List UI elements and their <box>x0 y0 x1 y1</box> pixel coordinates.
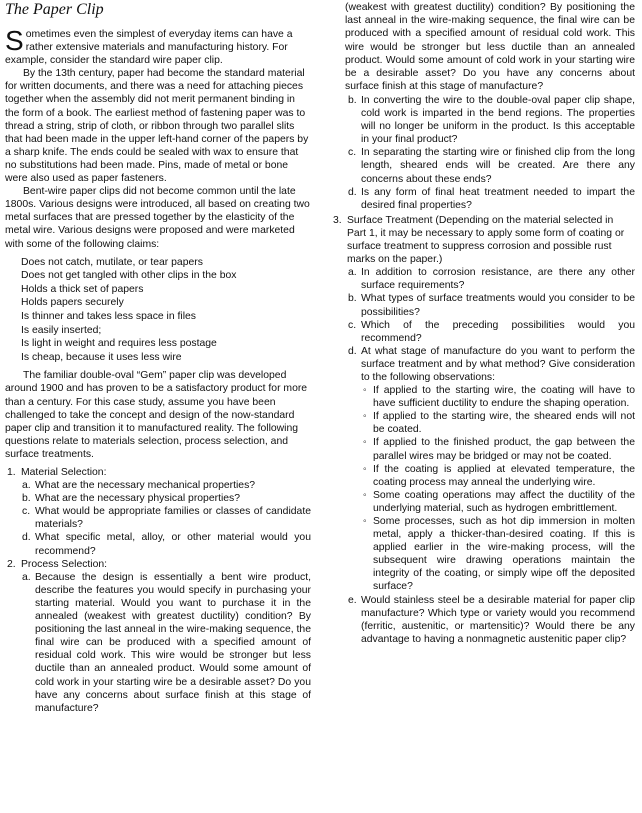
observation-item: ◦ If the coating is applied at elevated temperature, the coating process may anneal the underlying wire. <box>363 463 635 488</box>
section-material-selection <box>5 466 311 558</box>
sub-question: c. In separating the starting wire or finished clip from the long length, sheared ends will be created. Are there any concerns about these ends? <box>348 147 635 185</box>
claim-item: Is light in weight and requires less postage <box>21 338 217 350</box>
claim-item: Does not get tangled with other clips in the box <box>21 270 237 282</box>
continued-text: Because the design is essentially a bent wire product, describe the features you would specify in purchasing your starting material. Would you want to purchase it in the annealed (weakest with greatest ductility) condition? By positioning the last anneal in the wire-making sequence, the final wire can be produced with a specified amount of residual cold work. This wire would be stronger but less ductile than an annealed product. Would some amount of cold work in your starting wire be a desirable asset? Do you have any concerns about surface finish at this stage of manufacture? <box>35 571 311 714</box>
sub-letter: c. <box>22 506 31 518</box>
sub-question: a. What are the necessary mechanical properties? <box>22 480 256 492</box>
section-surface-treatment <box>331 214 635 646</box>
page-title: The Paper Clip <box>5 1 104 18</box>
gem-clip-paragraph: The familiar double-oval “Gem” paper clip was developed around 1900 and has proven to be a satisfactory product for more than a century. For this case study, assume you have been challenged to take the concept and design of the now-standard paper clip and transition it to manufactured reality. The following questions relate to materials selection, process selection, and surface treatments. <box>5 370 308 460</box>
claim-item: Does not catch, mutilate, or tear papers <box>21 256 203 268</box>
sub-question: a. In addition to corrosion resistance, are there any other surface requirements? <box>348 267 635 292</box>
section-heading: Material Selection: <box>21 467 107 478</box>
sub-question: b. What types of surface treatments would you consider to be possibilities? <box>348 293 635 318</box>
bullet-icon: ◦ <box>363 516 367 527</box>
sub-letter: a. <box>348 267 357 279</box>
claim-item: Holds a thick set of papers <box>21 283 144 295</box>
sub-letter: d. <box>348 186 357 198</box>
observation-item: ◦ If applied to the finished product, the gap between the parallel wires may be bridged or may not be coated. <box>363 437 635 462</box>
section-process-selection <box>5 558 311 714</box>
sub-question <box>21 571 311 714</box>
sub-letter: d. <box>22 532 31 544</box>
claims-list <box>21 256 311 365</box>
question-list <box>5 466 311 714</box>
sub-question: b. What are the necessary physical properties? <box>22 493 241 505</box>
sub-question: d. At what stage of manufacture do you want to perform the surface treatment and by what method? Give consideration to the following observations: ◦ If applied to the starting wire, the coating will have to have sufficient ductility to endure the shaping operation. ◦ If applied to the starting wire, the sheared ends will not be coated. ◦ If applied to the finished product, the gap between the parallel wires may be bridged or may not be coated. ◦ If the coating is applied at elevated temperature, the coating process may anneal the underlying wire. ◦ Some coating operations may affect the ductility of the underlying material, such as hydrogen embrittlement. ◦ Some processes, such as hot dip immersion in molten metal, apply a thicker-than-desired coating. If this is applied earlier in the wire-making process, will the subsequent wire drawing operations maintain the integrity of the coating, or simply wipe off the deposited surface? <box>348 345 635 593</box>
sub-letter: b. <box>348 293 357 305</box>
sub-question: c. What would be appropriate families or classes of candidate materials? <box>22 506 311 531</box>
sub-letter: a. <box>22 480 31 492</box>
left-column <box>5 25 311 714</box>
sub-letter: b. <box>348 95 357 106</box>
sub-question: d. What specific metal, alloy, or other material would you recommend? <box>22 532 311 557</box>
claim-item: Is easily inserted; <box>21 324 102 336</box>
right-column <box>331 2 635 646</box>
observation-item: ◦ If applied to the starting wire, the sheared ends will not be coated. <box>363 411 635 436</box>
sub-letter: c. <box>348 319 357 331</box>
observation-item: ◦ Some processes, such as hot dip immersion in molten metal, apply a thicker-than-desired coating. If this is applied earlier in the wire-making process, will the subsequent wire drawing operations maintain the integrity of the coating, or simply wipe off the deposited surface? <box>363 516 635 593</box>
bullet-icon: ◦ <box>363 463 367 475</box>
section-number: 3. <box>333 214 342 226</box>
bent-wire-paragraph: Bent-wire paper clips did not become common until the late 1800s. Various designs were introduced, all based on creating two metal surfaces that are pressed together by the elasticity of the metal wire. Various designs were proposed and were marketed with some of the following claims: <box>5 186 310 250</box>
sub-letter: e. <box>348 594 357 606</box>
claim-item: Is thinner and takes less space in files <box>21 310 197 322</box>
section-heading: Process Selection: <box>21 558 108 570</box>
intro-paragraph: Sometimes even the simplest of everyday items can have a rather extensive materials and manufacturing history. For example, consider the standard wire paper clip. <box>5 25 293 67</box>
bullet-icon: ◦ <box>363 385 367 397</box>
sub-question: c. Which of the preceding possibilities would you recommend? <box>348 319 635 344</box>
sub-question: d. Is any form of final heat treatment needed to impart the desired final properties? <box>348 186 635 211</box>
sub-question-list <box>21 571 311 714</box>
question-list <box>331 214 635 646</box>
observation-item: ◦ If applied to the starting wire, the coating will have to have sufficient ductility to endure the shaping operation. <box>363 385 635 410</box>
sub-question-list <box>21 479 311 558</box>
section-number: 1. <box>7 467 16 478</box>
continued-block <box>331 2 635 94</box>
sub-question: b. In converting the wire to the double-oval paper clip shape, cold work is imparted in the bend regions. The properties will no longer be uniform in the product. Is this acceptable in your final product? <box>348 95 635 146</box>
sub-letter: d. <box>348 345 357 357</box>
bullet-icon: ◦ <box>363 411 367 423</box>
claim-item: Is cheap, because it uses less wire <box>21 351 182 363</box>
sub-question: e. Would stainless steel be a desirable material for paper clip manufacture? Which type or variety would you recommend (ferritic, austenitic, or martensitic)? Would there be any advantage to having a nonmagnetic austenitic paper clip? <box>348 594 635 645</box>
observation-list <box>361 384 635 594</box>
continued-text: (weakest with greatest ductility) condition? By positioning the last anneal in the wire-making sequence, the final wire can be produced with a specified amount of residual cold work. This wire would be stronger but less ductile than an annealed product. Would some amount of cold work in your starting wire be a desirable asset? Do you have any concerns about surface finish at this stage of manufacture? <box>345 2 635 92</box>
history-paragraph: By the 13th century, paper had become the standard material for written documents, and there was a need for attaching pieces together when the assembly did not merit permanent binding in the form of a book. The earliest method of fastening paper was to thread a string, strip of cloth, or ribbon through two parallel slits that had been made in the upper left-hand corner of the papers by a sharp knife. The ends could be sealed with wax to ensure that no substitutions had been made. Pins, made of metal or bone were also used as paper fasteners. <box>5 68 309 185</box>
bullet-icon: ◦ <box>363 489 367 501</box>
sub-letter: b. <box>22 493 31 505</box>
observation-item: ◦ Some coating operations may affect the ductility of the underlying material, such as hydrogen embrittlement. <box>363 489 635 514</box>
sub-letter: c. <box>348 147 357 159</box>
drop-cap: S <box>5 25 24 56</box>
bullet-icon: ◦ <box>363 437 367 449</box>
sub-question-list <box>347 94 635 212</box>
section-heading: Surface Treatment (Depending on the material selected in Part 1, it may be necessary to apply some form of coating or surface treatment to suppress corrosion and possible rust marks on the paper.) <box>347 214 625 266</box>
sub-question-list <box>347 266 635 646</box>
section-number: 2. <box>7 558 16 570</box>
sub-letter: a. <box>22 571 31 583</box>
claim-item: Holds papers securely <box>21 297 124 309</box>
